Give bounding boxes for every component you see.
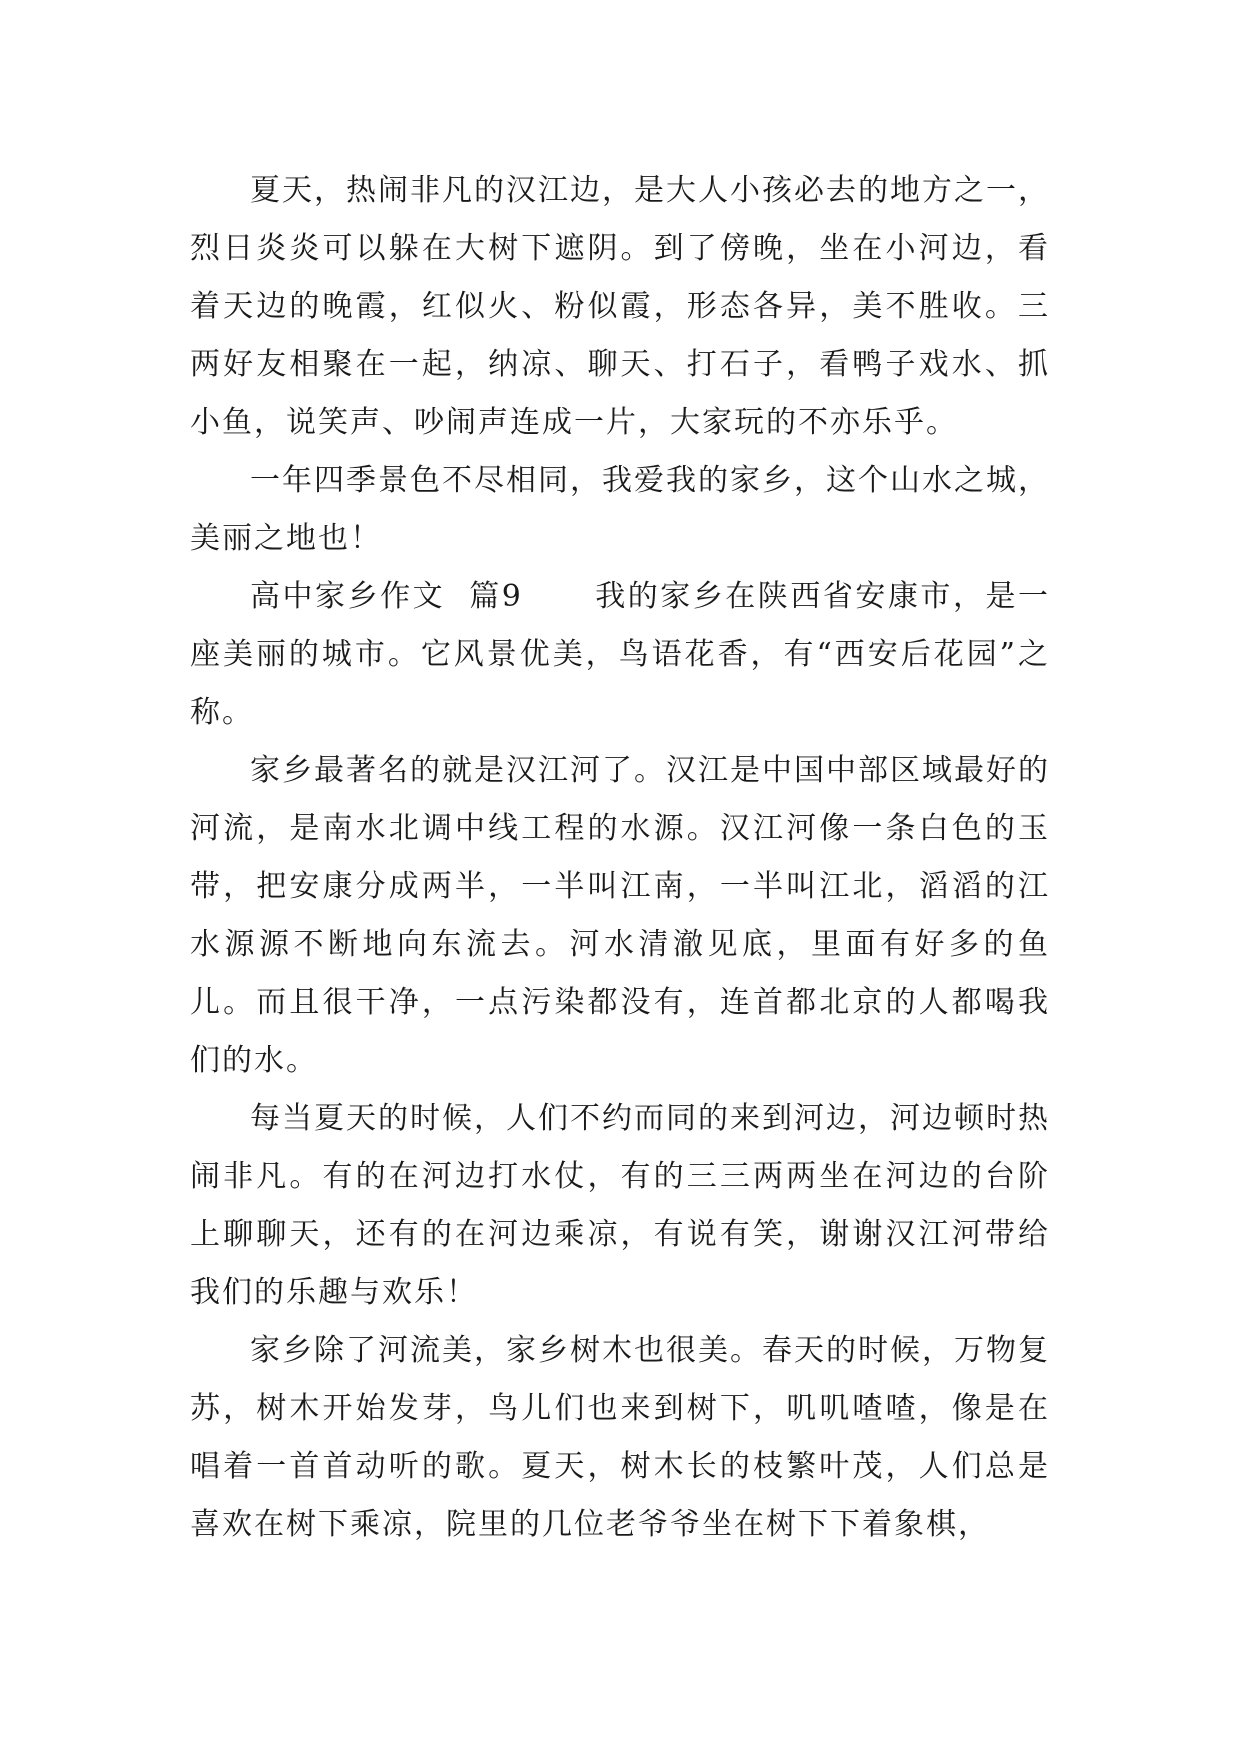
paragraph-han-river: 家乡最著名的就是汉江河了。汉江是中国中部区域最好的河流，是南水北调中线工程的水源。汉江河像一条白色的玉带，把安康分成两半，一半叫江南，一半叫江北，滔滔的江水源源不断地向东流去。河水清澈见底，里面有好多的鱼儿。而且很干净，一点污染都没有，连首都北京的人都喝我们的水。	[190, 753, 1050, 1078]
document-body	[190, 162, 1050, 1554]
paragraph-trees: 家乡除了河流美，家乡树木也很美。春天的时候，万物复苏，树木开始发芽，鸟儿们也来到树下，叽叽喳喳，像是在唱着一首首动听的歌。夏天，树木长的枝繁叶茂，人们总是喜欢在树下乘凉，院里的几位老爷爷坐在树下下着象棋，	[190, 1333, 1050, 1542]
paragraph-essay-9-intro: 高中家乡作文 篇9 我的家乡在陕西省安康市，是一座美丽的城市。它风景优美，鸟语花香，有“西安后花园”之称。	[190, 579, 1050, 730]
paragraph-summer-river-fun: 每当夏天的时候，人们不约而同的来到河边，河边顿时热闹非凡。有的在河边打水仗，有的三三两两坐在河边的台阶上聊聊天，还有的在河边乘凉，有说有笑，谢谢汉江河带给我们的乐趣与欢乐！	[190, 1101, 1050, 1310]
paragraph-love-hometown: 一年四季景色不尽相同，我爱我的家乡，这个山水之城，美丽之地也！	[190, 463, 1050, 556]
paragraph-summer-riverside: 夏天，热闹非凡的汉江边，是大人小孩必去的地方之一，烈日炎炎可以躲在大树下遮阴。到了傍晚，坐在小河边，看着天边的晚霞，红似火、粉似霞，形态各异，美不胜收。三两好友相聚在一起，纳凉、聊天、打石子，看鸭子戏水、抓小鱼，说笑声、吵闹声连成一片，大家玩的不亦乐乎。	[190, 173, 1050, 440]
